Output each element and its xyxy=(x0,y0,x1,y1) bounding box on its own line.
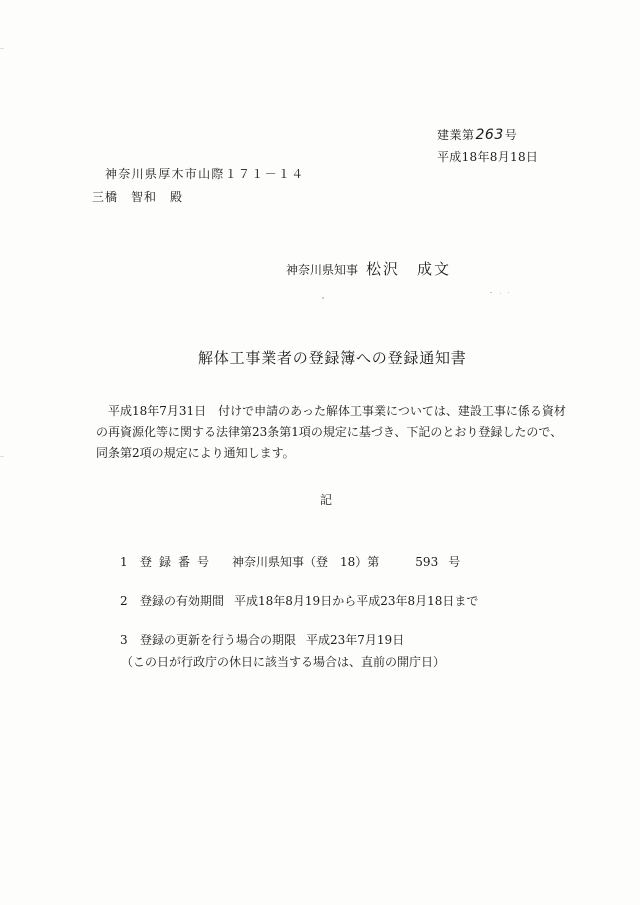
document-number xyxy=(437,126,517,143)
item-number: 3 xyxy=(120,633,128,647)
document-title: 解体工事業者の登録簿への登録通知書 xyxy=(198,349,467,367)
scan-edge-mark xyxy=(0,456,4,457)
document-number-prefix: 建業第 xyxy=(437,128,475,142)
item-registration-number xyxy=(120,553,460,570)
document-date: 平成18年8月18日 xyxy=(437,150,539,164)
issuer xyxy=(286,258,451,279)
body-line: 平成18年7月31日 付けで申請のあった解体工事業については、建設工事に係る資材 xyxy=(108,404,566,418)
recipient-name: 三橋 智和 殿 xyxy=(92,190,184,204)
scan-speck xyxy=(508,292,509,293)
item-validity-period xyxy=(120,592,478,609)
body-line: の再資源化等に関する法律第23条第1項の規定に基づき、下記のとおり登録したので、 xyxy=(96,425,563,439)
item-label: 登録の有効期間 xyxy=(140,594,225,608)
item-number: 1 xyxy=(120,555,128,569)
body-text xyxy=(96,401,566,464)
item-value: 平成18年8月19日から平成23年8月18日まで xyxy=(234,594,479,608)
item-value: 平成23年7月19日 xyxy=(306,633,405,647)
document-number-suffix: 号 xyxy=(504,128,518,142)
item-value-prefix: 神奈川県知事（登 18）第 xyxy=(232,555,380,569)
item-number: 2 xyxy=(120,594,128,608)
body-line: 同条第2項の規定により通知します。 xyxy=(96,446,295,460)
scan-speck xyxy=(322,297,324,299)
item-value-number: 593 xyxy=(415,555,439,569)
scan-edge-mark xyxy=(0,48,4,49)
item-value-suffix: 号 xyxy=(448,555,461,569)
recipient-address: 神奈川県厚木市山際１７１－１４ xyxy=(105,167,305,181)
scan-speck xyxy=(500,293,501,294)
issuer-title: 神奈川県知事 xyxy=(286,263,359,277)
item-label: 登録番号 xyxy=(140,555,217,569)
item-label: 登録の更新を行う場合の期限 xyxy=(140,633,297,647)
issuer-name: 松沢 成文 xyxy=(366,260,452,278)
scan-speck xyxy=(490,292,492,293)
item-renewal-deadline xyxy=(120,631,404,648)
document-number-value: 263 xyxy=(475,127,504,143)
ki-heading: 記 xyxy=(320,493,333,507)
item-note: （この日が行政庁の休日に該当する場合は、直前の開庁日） xyxy=(121,655,446,669)
